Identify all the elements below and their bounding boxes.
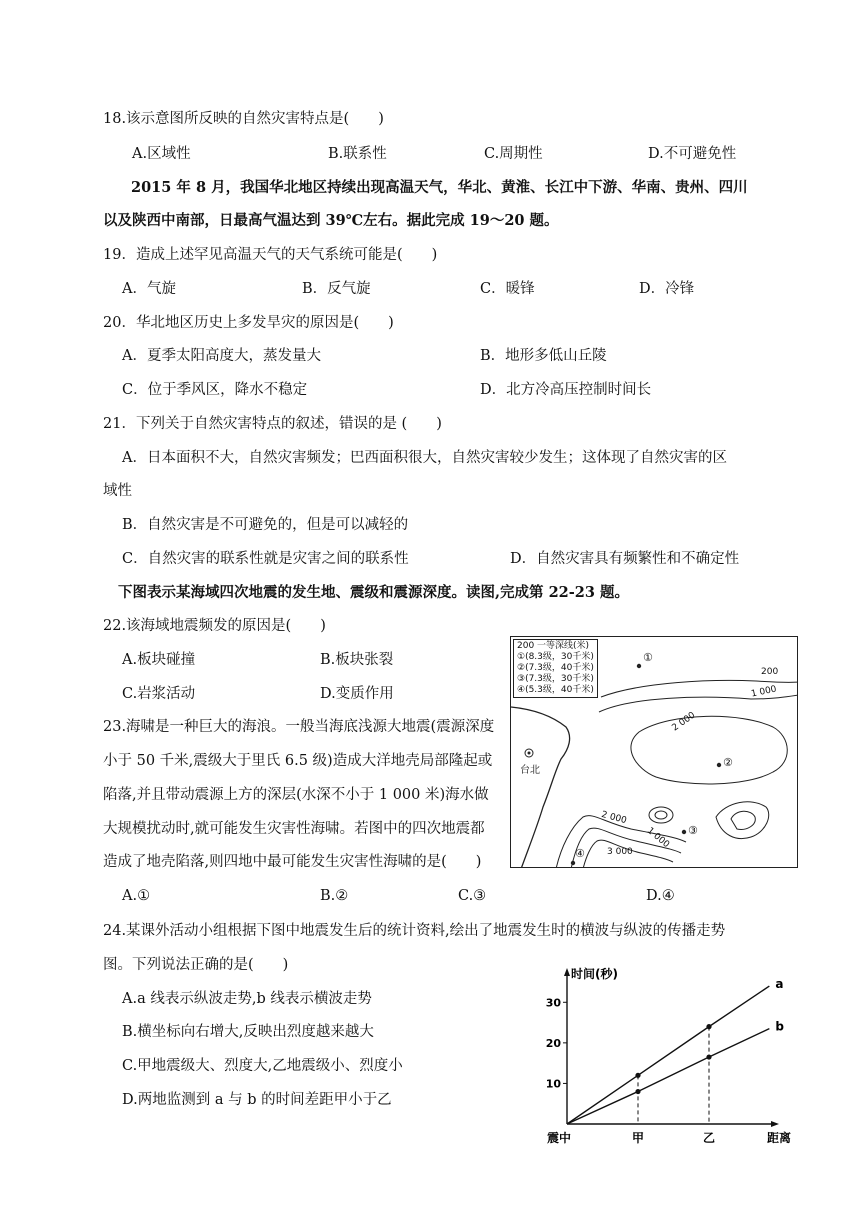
series-line-b	[567, 1029, 769, 1124]
material-22-23: 下图表示某海域四次地震的发生地、震级和震源深度。读图,完成第 22-23 题。	[118, 584, 630, 601]
q24-option-d: D.两地监测到 a 与 b 的时间差距甲小于乙	[122, 1092, 392, 1108]
map-marker-2: ②	[723, 756, 733, 769]
q19-option-b: B．反气旋	[302, 281, 371, 297]
q23-line5: 造成了地壳陷落,则四地中最可能发生灾害性海啸的是( )	[103, 854, 482, 870]
q19-option-a: A．气旋	[122, 281, 176, 297]
map-marker-1: ①	[643, 651, 653, 664]
q21-option-c: C．自然灾害的联系性就是灾害之间的联系性	[122, 551, 409, 567]
q18-option-b: B.联系性	[328, 146, 387, 162]
q21-option-a-line1: A．日本面积不大，自然灾害频发；巴西面积很大，自然灾害较少发生；这体现了自然灾害的区	[122, 450, 727, 466]
legend-quake-3: ③(7.3级，30千米)	[517, 674, 594, 684]
q22-option-b: B.板块张裂	[320, 652, 394, 668]
q24-option-b: B.横坐标向右增大,反映出烈度越来越大	[122, 1024, 374, 1040]
y-axis-label: 时间(秒)	[571, 967, 618, 981]
q24-stem-line2: 图。下列说法正确的是( )	[103, 957, 289, 973]
material-19-20-line2: 以及陕西中南部，日最高气温达到 39℃左右。据此完成 19～20 题。	[103, 212, 559, 229]
map-marker-3: ③	[688, 824, 698, 837]
legend-quake-2: ②(7.3级，40千米)	[517, 663, 594, 673]
y-tick-label: 30	[545, 996, 561, 1010]
legend-quake-1: ①(8.3级，30千米)	[517, 652, 594, 662]
q18-option-c: C.周期性	[484, 146, 543, 162]
x-category-label: 甲	[631, 1131, 645, 1145]
y-tick-label: 10	[545, 1077, 561, 1091]
material-19-20-line1: 2015 年 8 月，我国华北地区持续出现高温天气，华北、黄淮、长江中下游、华南、贵州、四川	[131, 179, 748, 196]
map-city-taipei: 台北	[520, 765, 540, 776]
q22-option-a: A.板块碰撞	[122, 652, 196, 668]
map-marker-4: ④	[575, 847, 585, 860]
q19-option-c: C．暖锋	[480, 281, 535, 297]
q23-line1: 23.海啸是一种巨大的海浪。一般当海底浅源大地震(震源深度	[103, 719, 495, 735]
q19-stem: 19．造成上述罕见高温天气的天气系统可能是( )	[103, 247, 438, 263]
contour-label-2000-a: 2 000	[670, 710, 698, 734]
q23-option-b: B.②	[320, 888, 349, 904]
q23-option-a: A.①	[122, 888, 151, 904]
series-line-a	[567, 986, 769, 1124]
q22-option-d: D.变质作用	[320, 686, 394, 702]
q23-line2: 小于 50 千米,震级大于里氏 6.5 级)造成大洋地壳局部隆起或	[103, 753, 493, 769]
contour-label-200: 200	[761, 667, 779, 677]
contour-label-2000-b: 2 000	[600, 809, 628, 827]
x-axis-arrow	[771, 1121, 779, 1127]
q23-line4: 大规模扰动时,就可能发生灾害性海啸。若图中的四次地震都	[103, 821, 485, 837]
y-axis-arrow	[564, 968, 570, 976]
q21-option-b: B．自然灾害是不可避免的，但是可以减轻的	[122, 517, 409, 533]
q21-option-a-line2: 域性	[103, 483, 132, 499]
q20-option-b: B．地形多低山丘陵	[480, 348, 607, 364]
q20-option-d: D．北方冷高压控制时间长	[480, 382, 652, 398]
q20-option-a: A．夏季太阳高度大，蒸发量大	[122, 348, 321, 364]
x-axis-label: 距离	[767, 1131, 792, 1145]
q19-option-d: D．冷锋	[639, 281, 695, 297]
q18-option-a: A.区域性	[132, 146, 191, 162]
chart-axes	[546, 966, 791, 1145]
q18-option-d: D.不可避免性	[648, 146, 737, 162]
q24-option-c: C.甲地震级大、烈度大,乙地震级小、烈度小	[122, 1058, 403, 1074]
contour-label-1000: 1 000	[750, 684, 778, 700]
contour-label-1000-b: 1 000	[644, 825, 671, 851]
q24-option-a: A.a 线表示纵波走势,b 线表示横波走势	[122, 991, 372, 1007]
q22-stem: 22.该海域地震频发的原因是( )	[103, 618, 326, 634]
q23-line3: 陷落,并且带动震源上方的深层(水深不小于 1 000 米)海水做	[103, 787, 489, 803]
legend-quake-4: ④(5.3级，40千米)	[517, 685, 594, 695]
x-category-label: 乙	[702, 1131, 716, 1145]
q24-stem-line1: 24.某课外活动小组根据下图中地震发生后的统计资料,绘出了地震发生时的横波与纵波的传播走势	[103, 923, 726, 939]
wave-chart	[535, 962, 800, 1152]
q23-option-c: C.③	[458, 888, 487, 904]
q20-option-c: C．位于季风区，降水不稳定	[122, 382, 308, 398]
legend-contour: 200 一等深线(米)	[517, 641, 590, 651]
q23-option-d: D.④	[646, 888, 675, 904]
y-tick-label: 20	[545, 1036, 561, 1050]
map-legend	[513, 639, 598, 698]
q18-stem: 18.该示意图所反映的自然灾害特点是( )	[103, 111, 384, 127]
q21-option-d: D．自然灾害具有频繁性和不确定性	[510, 551, 740, 567]
earthquake-map	[510, 636, 798, 868]
chart-marks	[567, 977, 784, 1124]
contour-label-3000: 3 000	[607, 847, 633, 857]
q20-stem: 20．华北地区历史上多发旱灾的原因是( )	[103, 315, 394, 331]
q22-option-c: C.岩浆活动	[122, 686, 196, 702]
series-label-a: a	[775, 977, 784, 992]
series-label-b: b	[775, 1019, 784, 1034]
origin-label: 震中	[546, 1131, 572, 1145]
q21-stem: 21．下列关于自然灾害特点的叙述，错误的是 ( )	[103, 416, 442, 432]
